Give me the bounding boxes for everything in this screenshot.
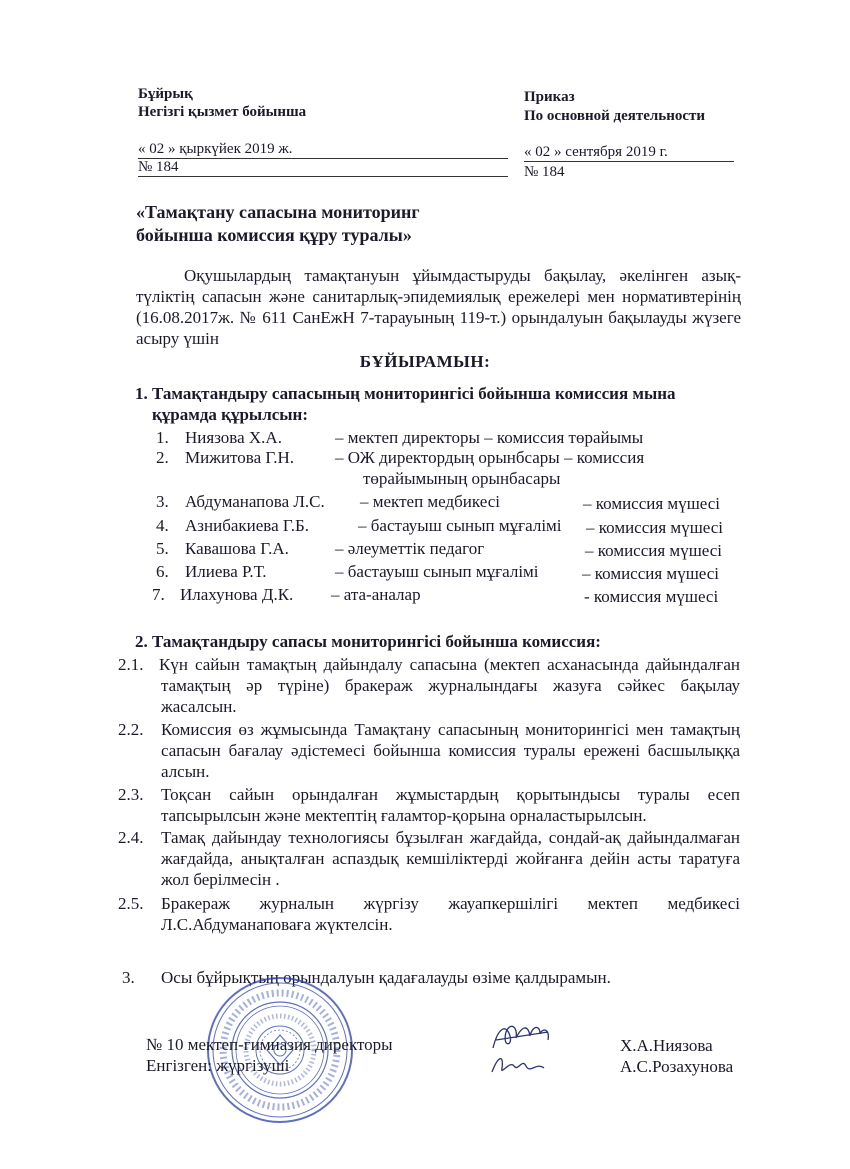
item-number: 2.5.	[118, 894, 144, 913]
member-num: 5.	[156, 539, 169, 558]
member-position: – ОЖ директордың орынбсары – комиссия	[335, 448, 645, 467]
item-text-content: Күн сайын тамақтың дайындалу сапасына (мектеп асханасында дайындалған тамақтың әр түріне) бракераж журналындағы жазуға сәйкес бақылау жасалсын.	[159, 655, 740, 716]
item-text	[118, 654, 740, 717]
item-number: 2.1.	[118, 655, 144, 674]
order-type-ru: Приказ	[524, 89, 575, 105]
prepared-by-signature	[488, 1050, 548, 1080]
item-number: 2.4.	[118, 828, 144, 847]
member-num: 3.	[156, 492, 169, 511]
member-position: – мектеп медбикесі	[360, 492, 500, 511]
member-role: – комиссия мүшесі	[583, 494, 721, 513]
item-number: 2.2.	[118, 720, 144, 739]
section1-line1: 1. Тамақтандыру сапасының мониторингісі бойынша комиссия мына	[135, 384, 676, 403]
member-role: – комиссия мүшесі	[585, 541, 723, 560]
order-date-kk: « 02 » қыркүйек 2019 ж.	[138, 141, 508, 159]
section2-heading: 2. Тамақтандыру сапасы мониторингісі бойынша комиссия:	[135, 632, 601, 651]
member-name: Мижитова Г.Н.	[185, 448, 295, 467]
item-text: Тоқсан сайын орындалған жұмыстардың қорытындысы туралы есеп тапсырылсын және мектептің ғаламтор-қорына орналастырылсын.	[161, 785, 740, 825]
member-name: Азнибакиева Г.Б.	[185, 516, 310, 535]
section3-number: 3.	[122, 968, 135, 987]
member-position-cont: төрайымының орынбасары	[363, 469, 561, 488]
member-position: – ата-аналар	[331, 585, 421, 604]
member-num: 7.	[152, 585, 165, 604]
director-name: Х.А.Ниязова	[620, 1036, 713, 1055]
member-position: – бастауыш сынып мұғалімі	[335, 562, 539, 581]
prepared-by-name: А.С.Розахунова	[620, 1057, 734, 1076]
member-name: Абдуманапова Л.С.	[185, 492, 325, 511]
member-position: – мектеп директоры – комиссия төрайымы	[335, 428, 644, 447]
order-number-ru: № 184	[524, 164, 565, 180]
member-position: – әлеуметтік педагог	[335, 539, 485, 558]
member-position: – бастауыш сынып мұғалімі	[358, 516, 562, 535]
order-date-ru: « 02 » сентября 2019 г.	[524, 144, 734, 162]
member-num: 1.	[156, 428, 169, 447]
member-role: - комиссия мүшесі	[584, 587, 719, 606]
member-role: – комиссия мүшесі	[586, 518, 724, 537]
prepared-by-label: Енгізген: жүргізуші	[146, 1056, 290, 1075]
member-num: 2.	[156, 448, 169, 467]
order-category-ru: По основной деятельности	[524, 108, 706, 124]
member-name: Илахунова Д.К.	[180, 585, 294, 604]
item-number: 2.3.	[118, 785, 144, 804]
member-num: 4.	[156, 516, 169, 535]
section1-line2: құрамда құрылсын:	[152, 405, 309, 424]
member-name: Кавашова Г.А.	[185, 539, 289, 558]
order-word: БҰЙЫРАМЫН:	[359, 352, 491, 371]
item-text: Тамақ дайындау технологиясы бұзылған жағдайда, сондай-ақ дайындалмаған жағдайда, анықталған аспаздық кемшіліктерді жойғанға дейін асты таратуға жол берілмесін .	[161, 828, 740, 889]
section3-text: Осы бұйрықтың орындалуын қадағалауды өзіме қалдырамын.	[161, 968, 611, 987]
document-title-line1: «Тамақтану сапасына мониторинг	[136, 202, 420, 222]
document-title-line2: бойынша комиссия құру туралы»	[136, 225, 412, 245]
member-role: – комиссия мүшесі	[582, 564, 720, 583]
member-name: Илиева Р.Т.	[185, 562, 267, 581]
director-title: № 10 мектеп-гимназия директоры	[146, 1035, 393, 1054]
order-type-kk: Бұйрық	[138, 86, 193, 102]
intro-paragraph: Оқушылардың тамақтануын ұйымдастыруды бақылау, әкелінген азық-түліктің сапасын және санитарлық-эпидемиялық ережелері мен нормативтерінің (16.08.2017ж. № 611 СанЕжН 7-тарауының 119-т.) орындалуын бақылауды жүзеге асыру үшін	[136, 266, 741, 348]
order-category-kk: Негізгі қызмет бойынша	[138, 104, 307, 120]
item-text: Комиссия өз жұмысында Тамақтану сапасының мониторингісі мен тамақтың сапасын бағалау әдістемесі бойынша комиссия туралы ережені басшылыққа алсын.	[161, 720, 740, 781]
order-number-kk: № 184	[138, 159, 508, 177]
item-text: Бракераж журналын жүргізу жауапкершілігі мектеп медбикесі Л.С.Абдуманаповаға жүктелсін.	[161, 894, 740, 934]
member-num: 6.	[156, 562, 169, 581]
member-name: Ниязова Х.А.	[185, 428, 282, 447]
